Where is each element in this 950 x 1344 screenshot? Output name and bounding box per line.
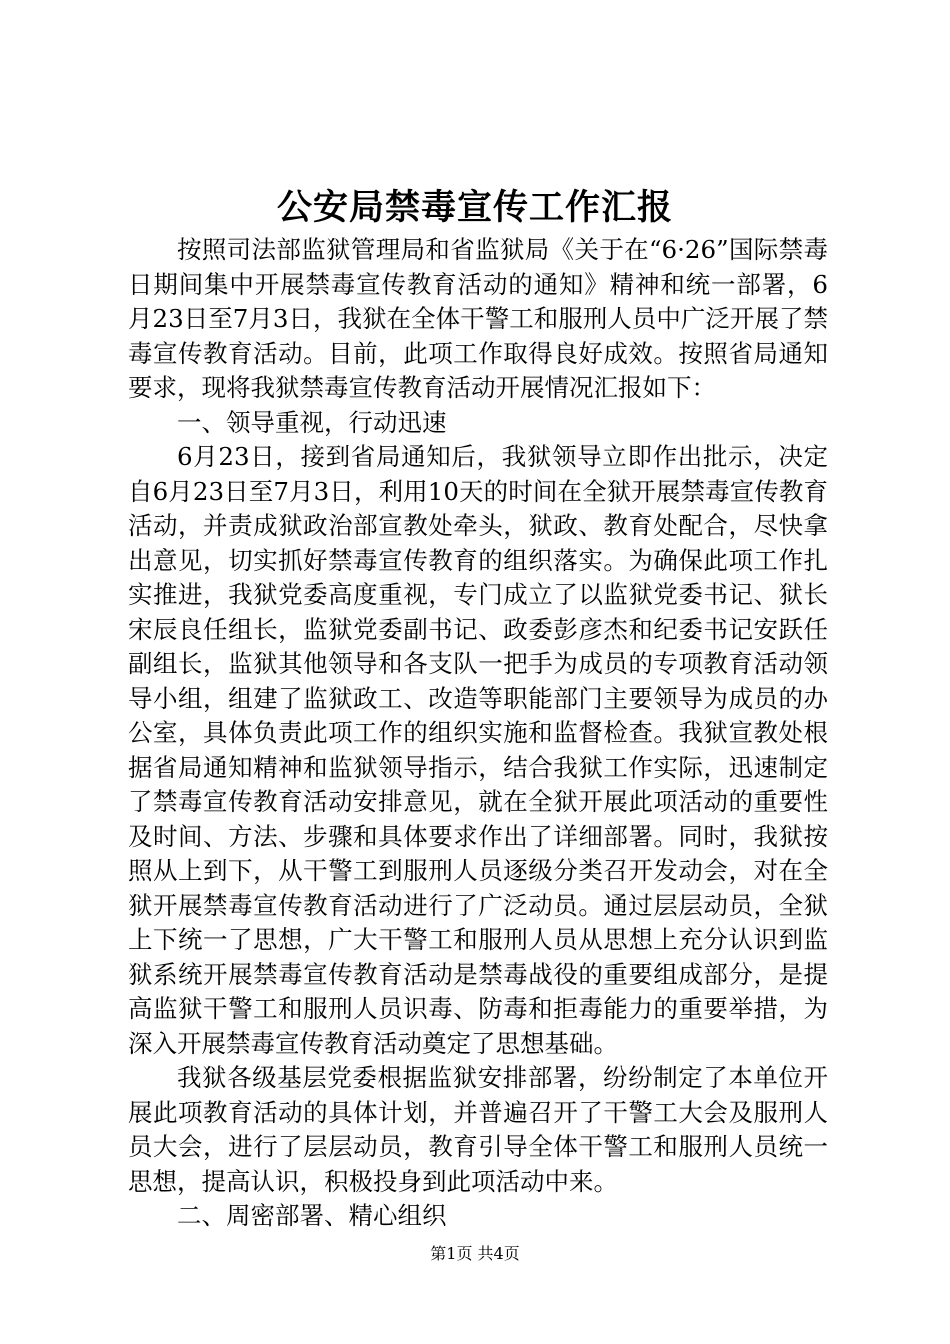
paragraph-intro: 按照司法部监狱管理局和省监狱局《关于在“6·26”国际禁毒日期间集中开展禁毒宣传教育活动的通知》精神和统一部署，6月23日至7月3日，我狱在全体干警工和服刑人员中广泛开展了禁毒宣传教育活动。目前，此项工作取得良好成效。按照省局通知要求，现将我狱禁毒宣传教育活动开展情况汇报如下： [128,235,828,402]
document-title: 公安局禁毒宣传工作汇报 [276,187,673,228]
paragraph-section-1: 6月23日，接到省局通知后，我狱领导立即作出批示，决定自6月23日至7月3日，利用10天的时间在全狱开展禁毒宣传教育活动，并责成狱政治部宣教处牵头，狱政、教育处配合，尽快拿出意见，切实抓好禁毒宣传教育的组织落实。为确保此项工作扎实推进，我狱党委高度重视，专门成立了以监狱党委书记、狱长宋辰良任组长，监狱党委副书记、政委彭彦杰和纪委书记安跃任副组长，监狱其他领导和各支队一把手为成员的专项教育活动领导小组，组建了监狱政工、改造等职能部门主要领导为成员的办公室，具体负责此项工作的组织实施和监督检查。我狱宣教处根据省局通知精神和监狱领导指示，结合我狱工作实际，迅速制定了禁毒宣传教育活动安排意见，就在全狱开展此项活动的重要性及时间、方法、步骤和具体要求作出了详细部署。同时，我狱按照从上到下，从干警工到服刑人员逐级分类召开发动会，对在全狱开展禁毒宣传教育活动进行了广泛动员。通过层层动员，全狱上下统一了思想，广大干警工和服刑人员从思想上充分认识到监狱系统开展禁毒宣传教育活动是禁毒战役的重要组成部分，是提高监狱干警工和服刑人员识毒、防毒和拒毒能力的重要举措，为深入开展禁毒宣传教育活动奠定了思想基础。 [128,442,828,1058]
section-heading-1: 一、领导重视，行动迅速 [177,407,447,437]
page-number-footer: 第1页 共4页 [430,1244,520,1263]
paragraph-section-1-cont: 我狱各级基层党委根据监狱安排部署，纷纷制定了本单位开展此项教育活动的具体计划，并普遍召开了干警工大会及服刑人员大会，进行了层层动员，教育引导全体干警工和服刑人员统一思想，提高认识，积极投身到此项活动中来。 [128,1063,828,1196]
document-body [128,233,828,1234]
section-heading-2: 二、周密部署、精心组织 [177,1201,447,1230]
